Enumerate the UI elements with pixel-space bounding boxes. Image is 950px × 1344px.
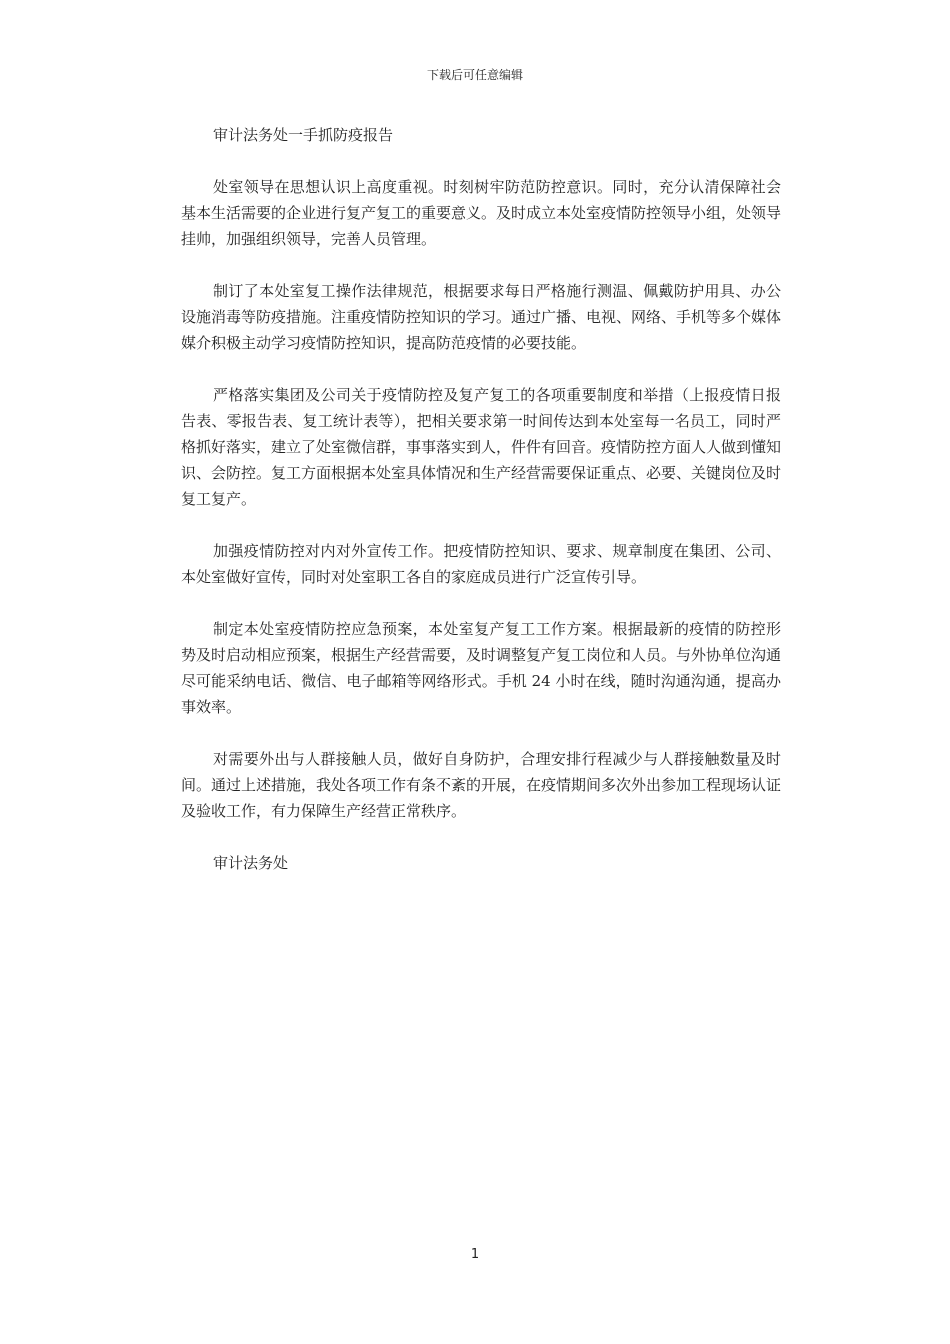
paragraph-6: 对需要外出与人群接触人员，做好自身防护，合理安排行程减少与人群接触数量及时间。通过上述措施，我处各项工作有条不紊的开展，在疫情期间多次外出参加工程现场认证及验收工作，有力保障生产经营正常秩序。: [181, 750, 782, 820]
document-body: [181, 122, 781, 876]
paragraph-4: 加强疫情防控对内对外宣传工作。把疫情防控知识、要求、规章制度在集团、公司、本处室做好宣传，同时对处室职工各自的家庭成员进行广泛宣传引导。: [181, 542, 781, 586]
paragraph-2: 制订了本处室复工操作法律规范，根据要求每日严格施行测温、佩戴防护用具、办公设施消毒等防疫措施。注重疫情防控知识的学习。通过广播、电视、网络、手机等多个媒体媒介积极主动学习疫情防控知识，提高防范疫情的必要技能。: [181, 282, 782, 352]
paragraph-1: 处室领导在思想认识上高度重视。时刻树牢防范防控意识。同时，充分认清保障社会基本生活需要的企业进行复产复工的重要意义。及时成立本处室疫情防控领导小组，处领导挂帅，加强组织领导，完善人员管理。: [181, 178, 782, 248]
header-note: 下载后可任意编辑: [426, 68, 523, 82]
paragraph-5: 制定本处室疫情防控应急预案，本处室复产复工工作方案。根据最新的疫情的防控形势及时启动相应预案，根据生产经营需要，及时调整复产复工岗位和人员。与外协单位沟通尽可能采纳电话、微信、电子邮箱等网络形式。手机 24 小时在线，随时沟通沟通，提高办事效率。: [181, 620, 782, 716]
signature: 审计法务处: [213, 854, 289, 872]
document-title: 审计法务处一手抓防疫报告: [213, 126, 394, 144]
paragraph-3: 严格落实集团及公司关于疫情防控及复产复工的各项重要制度和举措（上报疫情日报告表、零报告表、复工统计表等），把相关要求第一时间传达到本处室每一名员工，同时严格抓好落实，建立了处室微信群，事事落实到人，件件有回音。疫情防控方面人人做到懂知识、会防控。复工方面根据本处室具体情况和生产经营需要保证重点、必要、关键岗位及时复工复产。: [181, 386, 782, 508]
page-number: 1: [470, 1247, 480, 1262]
